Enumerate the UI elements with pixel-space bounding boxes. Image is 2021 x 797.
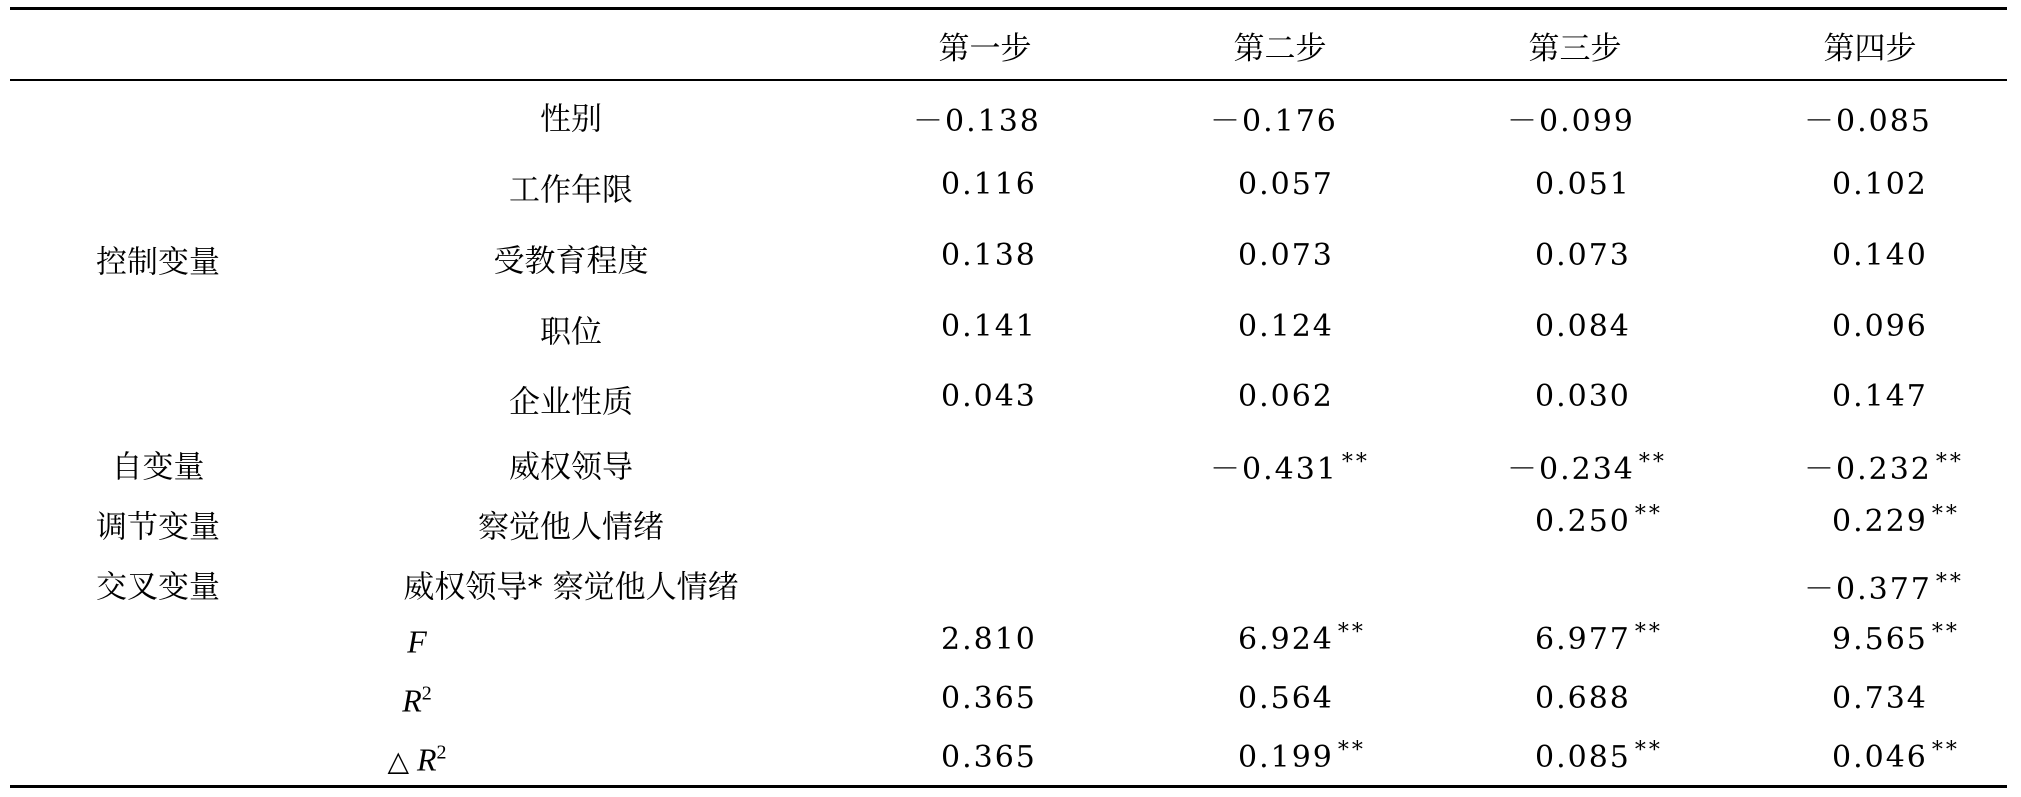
- table-cell: 0.073: [1535, 238, 1631, 273]
- significance-marker: **: [1638, 450, 1667, 475]
- row-label-gender: 性别: [540, 101, 602, 138]
- table-cell: 0.365: [941, 740, 1037, 775]
- row-label-r-squared: $R^2$: [402, 682, 432, 719]
- significance-marker: **: [1935, 570, 1964, 595]
- table-cell: 0.084: [1535, 309, 1631, 344]
- table-cell: 0.564: [1238, 681, 1334, 716]
- group-interaction-variable: 交叉变量: [96, 569, 220, 606]
- delta-triangle-icon: △: [387, 744, 409, 778]
- table-cell: －0.234 **: [1507, 450, 1667, 487]
- table-cell: －0.431 **: [1210, 450, 1370, 487]
- table-cell: －0.377 **: [1804, 570, 1964, 607]
- row-label-f-statistic: F: [407, 623, 427, 660]
- significance-marker: **: [1931, 738, 1960, 763]
- row-label-perceive-others-emotions: 察觉他人情绪: [478, 509, 664, 546]
- table-cell: 0.199 **: [1238, 738, 1366, 775]
- table-cell: －0.099: [1507, 104, 1635, 139]
- table-cell: －0.138: [913, 104, 1041, 139]
- table-cell: 6.977 **: [1535, 620, 1663, 657]
- top-rule: [10, 7, 2007, 10]
- table-cell: 0.046 **: [1832, 738, 1960, 775]
- table-cell: －0.232 **: [1804, 450, 1964, 487]
- row-label-work-years: 工作年限: [509, 172, 633, 209]
- row-label-education: 受教育程度: [493, 243, 649, 280]
- table-cell: 0.073: [1238, 238, 1334, 273]
- table-cell: 0.085 **: [1535, 738, 1663, 775]
- table-cell: 9.565 **: [1832, 620, 1960, 657]
- significance-marker: **: [1931, 620, 1960, 645]
- significance-marker: **: [1935, 450, 1964, 475]
- table-cell: 0.734: [1832, 681, 1928, 716]
- table-cell: 0.096: [1832, 309, 1928, 344]
- table-cell: －0.085: [1804, 104, 1932, 139]
- table-cell: 0.030: [1535, 379, 1631, 414]
- significance-marker: **: [1337, 738, 1366, 763]
- table-cell: 0.229 **: [1832, 502, 1960, 539]
- bottom-rule: [10, 785, 2007, 788]
- row-label-authoritarian-leadership: 威权领导: [509, 449, 633, 486]
- significance-marker: **: [1931, 502, 1960, 527]
- table-cell: －0.176: [1210, 104, 1338, 139]
- table-cell: 0.051: [1535, 167, 1631, 202]
- table-cell: 0.365: [941, 681, 1037, 716]
- row-label-delta-r-squared: △ $R^2$: [387, 741, 447, 778]
- table-cell: 0.057: [1238, 167, 1334, 202]
- table-cell: 0.141: [941, 309, 1037, 344]
- row-label-interaction-term: 威权领导* 察觉他人情绪: [403, 569, 739, 606]
- row-label-firm-type: 企业性质: [509, 384, 633, 421]
- column-header-step1: 第一步: [938, 31, 1032, 67]
- group-control-variables: 控制变量: [96, 244, 220, 281]
- column-header-step3: 第三步: [1528, 31, 1622, 67]
- header-rule: [10, 79, 2007, 81]
- table-cell: 0.138: [941, 238, 1037, 273]
- column-header-step4: 第四步: [1823, 31, 1917, 67]
- row-label-position: 职位: [540, 314, 602, 351]
- significance-marker: **: [1337, 620, 1366, 645]
- group-independent-variable: 自变量: [111, 449, 205, 486]
- table-cell: 0.688: [1535, 681, 1631, 716]
- table-cell: 0.043: [941, 379, 1037, 414]
- significance-marker: **: [1634, 738, 1663, 763]
- table-cell: 0.102: [1832, 167, 1928, 202]
- group-moderator-variable: 调节变量: [96, 509, 220, 546]
- table-cell: 2.810: [941, 622, 1037, 657]
- table-cell: 0.140: [1832, 238, 1928, 273]
- significance-marker: **: [1341, 450, 1370, 475]
- significance-marker: **: [1634, 620, 1663, 645]
- table-cell: 0.250 **: [1535, 502, 1663, 539]
- table-cell: 6.924 **: [1238, 620, 1366, 657]
- column-header-step2: 第二步: [1233, 31, 1327, 67]
- significance-marker: **: [1634, 502, 1663, 527]
- table-cell: 0.062: [1238, 379, 1334, 414]
- table-cell: 0.116: [941, 167, 1037, 202]
- table-cell: 0.147: [1832, 379, 1928, 414]
- table-cell: 0.124: [1238, 309, 1334, 344]
